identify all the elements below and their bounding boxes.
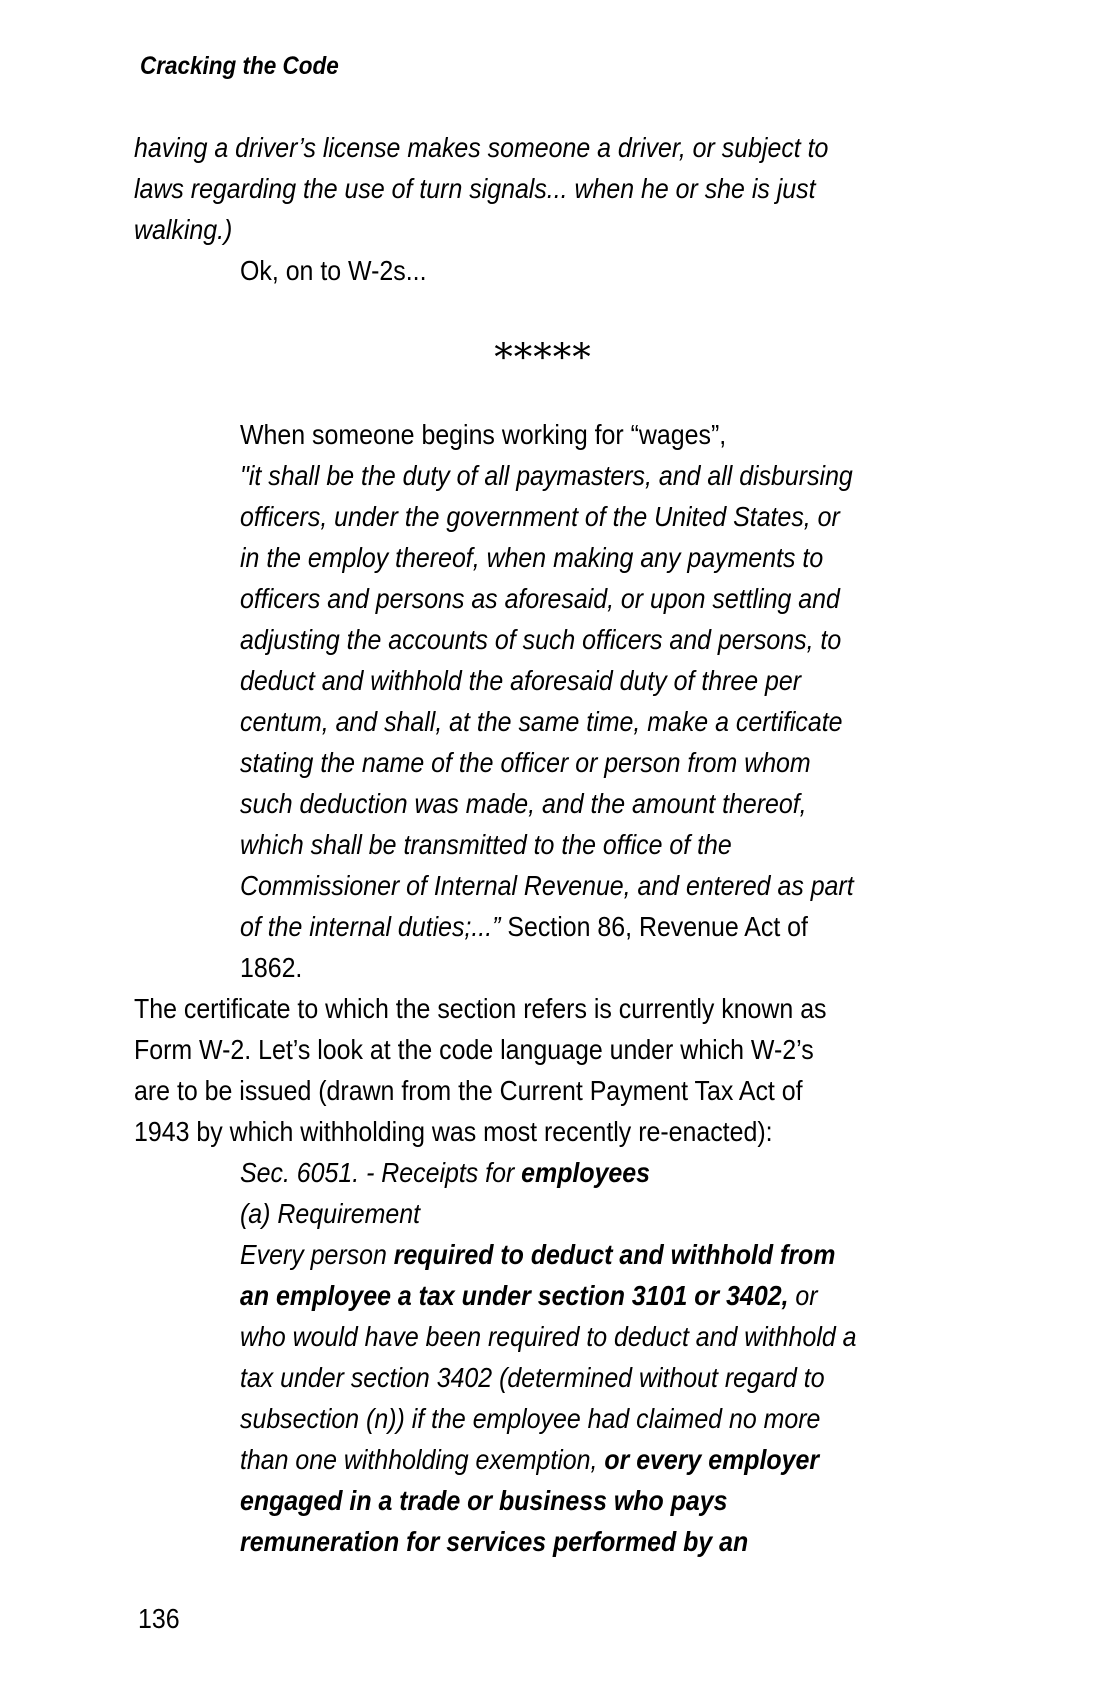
text-line <box>240 537 858 578</box>
text-segment: Form W-2. Let’s look at the code language under which W-2’s <box>134 1034 814 1065</box>
text-line <box>240 701 858 742</box>
text-line <box>240 742 858 783</box>
text-segment: having a driver’s license makes someone a driver, or subject to <box>134 132 829 163</box>
text-segment: laws regarding the use of turn signals... when he or she is just <box>134 173 816 204</box>
text-segment: deduct and withhold the aforesaid duty of three per <box>240 665 802 696</box>
text-line <box>240 865 858 906</box>
text-line <box>134 127 846 168</box>
text-line <box>240 947 858 988</box>
text-line <box>240 824 858 865</box>
text-segment: Commissioner of Internal Revenue, and entered as part <box>240 870 854 901</box>
text-segment: or every employer <box>604 1444 820 1475</box>
text-line <box>240 1357 858 1398</box>
text-segment: who would have been required to deduct and withhold a <box>240 1321 857 1352</box>
text-line <box>240 1316 858 1357</box>
text-segment: employees <box>521 1157 651 1188</box>
text-line <box>240 1480 858 1521</box>
text-line <box>134 988 846 1029</box>
text-line <box>240 660 858 701</box>
text-segment: which shall be transmitted to the office of the <box>240 829 732 860</box>
text-line <box>240 906 858 947</box>
text-segment: "it shall be the duty of all paymasters, and all disbursing <box>240 460 853 491</box>
text-segment: (a) Requirement <box>240 1198 421 1229</box>
text-segment: Sec. 6051. - Receipts for <box>240 1157 522 1188</box>
text-line <box>240 1152 858 1193</box>
text-segment: adjusting the accounts of such officers and persons, to <box>240 624 842 655</box>
blank-line <box>134 373 846 414</box>
text-segment: are to be issued (drawn from the Current Payment Tax Act of <box>134 1075 803 1106</box>
text-segment: in the employ thereof, when making any payments to <box>240 542 824 573</box>
text-line <box>134 1070 846 1111</box>
text-line <box>134 1111 846 1152</box>
blank-line <box>134 291 846 332</box>
text-line <box>240 414 858 455</box>
text-segment: engaged in a trade or business who pays <box>240 1485 728 1516</box>
text-segment: such deduction was made, and the amount thereof, <box>240 788 807 819</box>
text-line <box>240 1193 858 1234</box>
page-number: 136 <box>138 1603 180 1634</box>
text-line <box>240 1275 858 1316</box>
text-line <box>134 168 846 209</box>
text-segment: When someone begins working for “wages”, <box>240 419 727 450</box>
text-segment: officers and persons as aforesaid, or upon settling and <box>240 583 840 614</box>
text-line <box>240 250 858 291</box>
text-segment: Section 86, Revenue Act of <box>500 911 808 942</box>
text-line <box>240 619 858 660</box>
text-line <box>240 783 858 824</box>
text-segment: Every person <box>240 1239 394 1270</box>
text-line <box>240 496 858 537</box>
text-segment: stating the name of the officer or person from whom <box>240 747 811 778</box>
text-segment: officers, under the government of the United States, or <box>240 501 840 532</box>
text-line <box>240 1439 858 1480</box>
text-segment: 1943 by which withholding was most recently re-enacted): <box>134 1116 773 1147</box>
text-segment: tax under section 3402 (determined without regard to <box>240 1362 825 1393</box>
text-line <box>240 455 858 496</box>
text-segment: The certificate to which the section refers is currently known as <box>134 993 827 1024</box>
text-segment: an employee a tax under section 3101 or 3402, <box>240 1280 789 1311</box>
text-segment: centum, and shall, at the same time, make a certificate <box>240 706 843 737</box>
text-segment: 1862. <box>240 952 303 983</box>
text-line <box>134 1029 846 1070</box>
text-line <box>240 1398 858 1439</box>
running-header: Cracking the Code <box>140 52 339 80</box>
text-line <box>134 332 938 379</box>
text-line <box>240 578 858 619</box>
text-line <box>240 1234 858 1275</box>
text-segment: required to deduct and withhold from <box>393 1239 836 1270</box>
page-body <box>134 127 934 1562</box>
text-segment: of the internal duties;...” <box>240 911 501 942</box>
text-segment: or <box>788 1280 818 1311</box>
text-segment: Ok, on to W-2s... <box>240 255 427 286</box>
text-segment: remuneration for services performed by an <box>240 1526 749 1557</box>
text-segment: walking.) <box>134 214 233 245</box>
text-line <box>134 209 846 250</box>
text-segment: subsection (n)) if the employee had claimed no more <box>240 1403 821 1434</box>
text-segment: than one withholding exemption, <box>240 1444 605 1475</box>
section-separator: ***** <box>494 336 592 379</box>
text-line <box>240 1521 858 1562</box>
